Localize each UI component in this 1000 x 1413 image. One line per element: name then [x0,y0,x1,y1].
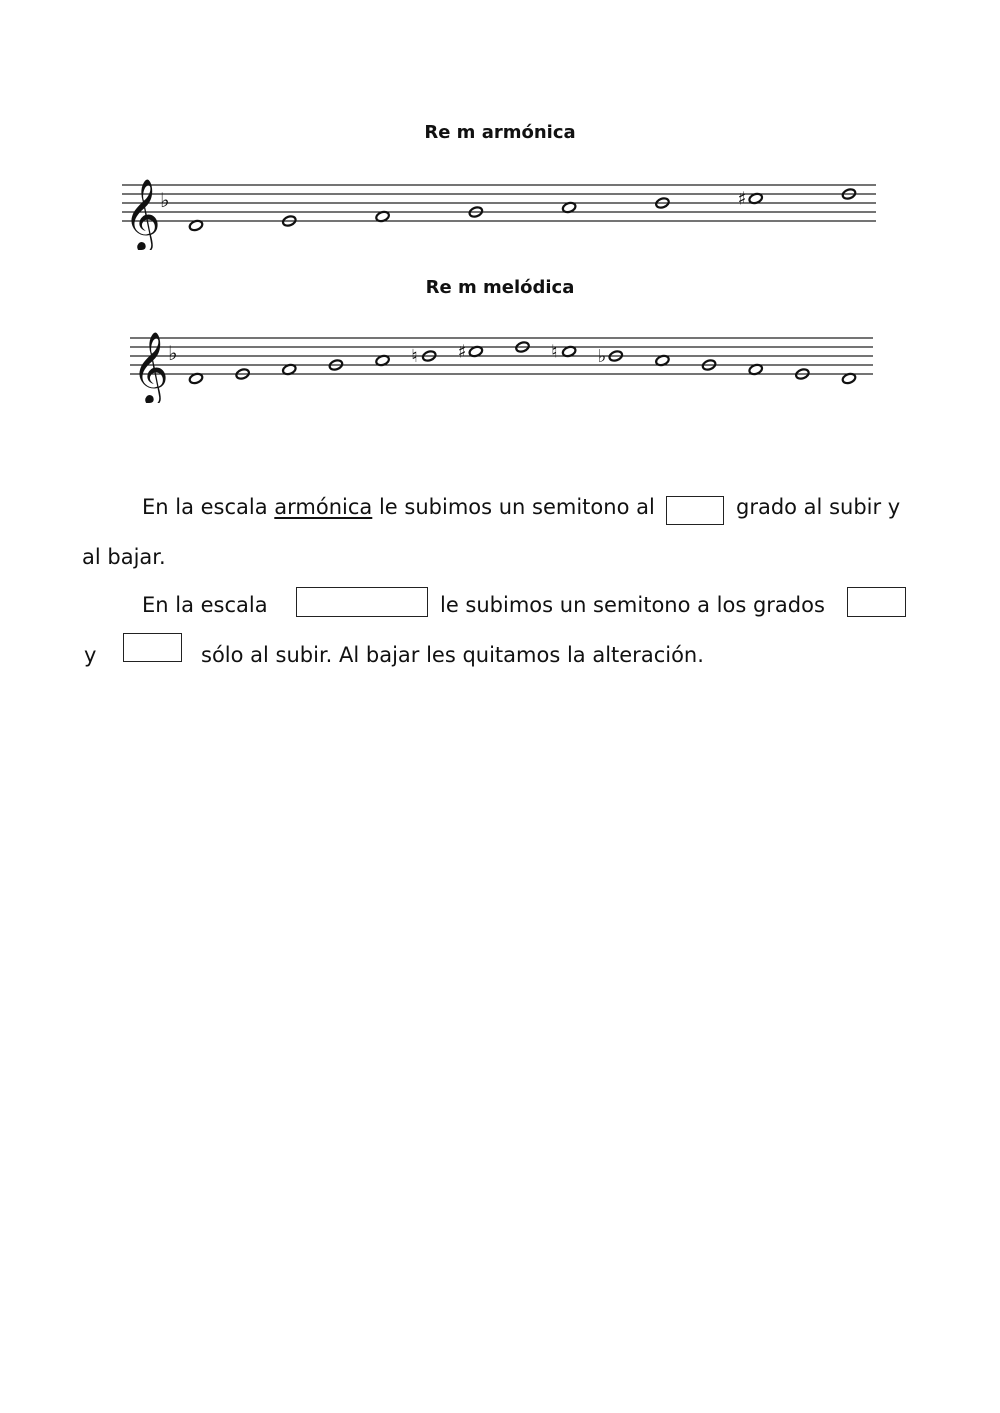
harmonic-scale-title: Re m armónica [424,122,576,143]
answer-blank-4[interactable] [123,633,182,662]
p2-text-c: y [84,643,97,667]
p1-text-b: le subimos un semitono al [372,495,655,519]
p1-underlined-word: armónica [274,495,373,519]
p1-text-a: En la escala [142,495,275,519]
paragraph-1-line-1 [142,493,655,521]
melodic-note [458,342,484,363]
treble-clef-icon: 𝄞 [124,177,161,250]
accidental: ♮ [551,341,558,363]
melodic-scale-staff [0,318,1000,403]
answer-blank-1[interactable] [666,496,724,525]
treble-clef-icon: 𝄞 [132,330,169,403]
melodic-note [551,342,577,363]
p1-text-d: al bajar. [82,545,166,569]
melodic-scale-title: Re m melódica [425,277,575,298]
harmonic-scale-staff [0,165,1000,250]
key-signature-flat: ♭ [160,188,170,212]
accidental: ♯ [457,341,467,363]
answer-blank-3[interactable] [847,587,906,617]
key-signature-flat: ♭ [168,341,178,365]
p1-text-c: grado al subir y [736,495,901,519]
accidental: ♮ [411,346,418,367]
p2-text-a: En la escala [142,593,268,617]
accidental: ♯ [737,188,747,210]
p2-text-b: le subimos un semitono a los grados [440,593,825,617]
p2-text-d: sólo al subir. Al bajar les quitamos la alteración. [201,643,704,667]
accidental: ♭ [597,346,607,367]
harmonic-note [738,189,764,210]
answer-blank-2[interactable] [296,587,428,617]
